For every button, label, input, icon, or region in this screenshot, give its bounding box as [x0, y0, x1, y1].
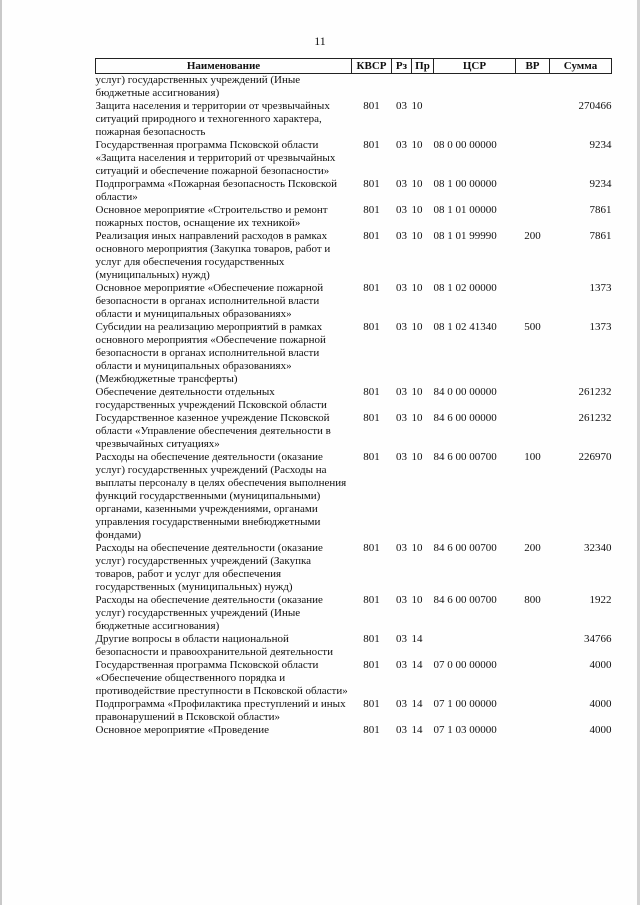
- cell-sum: 1922: [589, 594, 612, 606]
- cell-pr: 10: [411, 100, 423, 112]
- cell-pr: 10: [411, 321, 423, 333]
- header-rz: Рз: [392, 59, 412, 74]
- cell-kvsr: 801: [363, 724, 380, 736]
- page-number: 11: [314, 34, 326, 48]
- table-row: [96, 100, 612, 139]
- cell-vr: [516, 698, 550, 724]
- cell-name: Подпрограмма «Пожарная безопасность Псковской области»: [95, 178, 338, 203]
- cell-vr: [516, 100, 550, 139]
- cell-vr: [516, 204, 550, 230]
- cell-rz: 03: [396, 659, 407, 671]
- cell-pr: 10: [411, 230, 423, 242]
- cell-csr: 08 1 01 00000: [433, 204, 497, 216]
- cell-vr: 200: [524, 542, 541, 554]
- cell-sum: 1373: [589, 321, 612, 333]
- cell-pr: 10: [411, 542, 423, 554]
- cell-csr: 84 6 00 00000: [433, 412, 497, 424]
- cell-name: Основное мероприятие «Проведение: [95, 724, 270, 736]
- header-pr: Пр: [412, 59, 434, 74]
- cell-csr: 07 1 00 00000: [433, 698, 497, 710]
- header-name: Наименование: [96, 59, 352, 74]
- cell-rz: 03: [396, 542, 407, 554]
- cell-rz: 03: [396, 321, 407, 333]
- cell-rz: 03: [396, 412, 407, 424]
- table-row: [96, 451, 612, 542]
- header-kvsr: КВСР: [352, 59, 392, 74]
- table-row: [96, 178, 612, 204]
- cell-vr: [516, 659, 550, 698]
- cell-kvsr: 801: [363, 100, 380, 112]
- cell-name: Расходы на обеспечение деятельности (оказание услуг) государственных учреждений (Иные бюджетные ассигнования): [95, 594, 323, 632]
- scan-edge-left: [0, 0, 2, 905]
- budget-table: [95, 58, 612, 737]
- cell-kvsr: 801: [363, 412, 380, 424]
- cell-kvsr: 801: [363, 204, 380, 216]
- cell-csr: [434, 633, 516, 659]
- cell-pr: 10: [411, 594, 423, 606]
- cell-name: Защита населения и территории от чрезвычайных ситуаций природного и техногенного характера, пожарная безопасность: [95, 100, 330, 138]
- cell-sum: 7861: [589, 204, 612, 216]
- cell-kvsr: 801: [363, 230, 380, 242]
- cell-sum: 4000: [589, 724, 612, 736]
- cell-sum: 34766: [584, 633, 612, 645]
- cell-vr: [516, 724, 550, 737]
- header-sum: Сумма: [550, 59, 612, 74]
- table-row: [96, 633, 612, 659]
- cell-sum: 4000: [589, 659, 612, 671]
- cell-vr: 200: [524, 230, 541, 242]
- cell-name: Обеспечение деятельности отдельных государственных учреждений Псковской области: [95, 386, 327, 411]
- cell-csr: 84 6 00 00700: [433, 451, 497, 463]
- cell-rz: 03: [396, 178, 407, 190]
- table-row: [96, 594, 612, 633]
- table-row: [96, 204, 612, 230]
- cell-csr: 07 1 03 00000: [433, 724, 497, 736]
- cell-name: Основное мероприятие «Обеспечение пожарной безопасности в органах исполнительной власти области и муниципальных образованиях»: [95, 282, 324, 320]
- cell-kvsr: [352, 74, 392, 101]
- cell-pr: 14: [411, 659, 423, 671]
- cell-kvsr: 801: [363, 139, 380, 151]
- table-row: [96, 74, 612, 101]
- cell-sum: 270466: [578, 100, 612, 112]
- cell-name: услуг) государственных учреждений (Иные бюджетные ассигнования): [95, 74, 301, 99]
- table-row: [96, 139, 612, 178]
- cell-csr: 84 6 00 00700: [433, 594, 497, 606]
- cell-vr: [516, 412, 550, 451]
- table-row: [96, 282, 612, 321]
- cell-name: Расходы на обеспечение деятельности (оказание услуг) государственных учреждений (Закупка товаров, работ и услуг для обеспечения государственных (муниципальных) нужд): [95, 542, 323, 593]
- table-header-row: [96, 59, 612, 74]
- cell-pr: 14: [411, 698, 423, 710]
- cell-name: Государственная программа Псковской области «Обеспечение общественного порядка и противодействие преступности в Псковской области»: [95, 659, 348, 697]
- cell-sum: 261232: [578, 386, 612, 398]
- cell-pr: 10: [411, 386, 423, 398]
- cell-rz: 03: [396, 230, 407, 242]
- cell-rz: 03: [396, 724, 407, 736]
- cell-rz: 03: [396, 633, 407, 645]
- table-row: [96, 659, 612, 698]
- cell-pr: [412, 74, 434, 101]
- cell-rz: 03: [396, 139, 407, 151]
- cell-kvsr: 801: [363, 659, 380, 671]
- cell-rz: 03: [396, 451, 407, 463]
- cell-rz: 03: [396, 594, 407, 606]
- cell-pr: 10: [411, 451, 423, 463]
- table-row: [96, 386, 612, 412]
- table-row: [96, 724, 612, 737]
- cell-rz: 03: [396, 100, 407, 112]
- table-row: [96, 321, 612, 386]
- cell-kvsr: 801: [363, 451, 380, 463]
- cell-rz: 03: [396, 204, 407, 216]
- cell-kvsr: 801: [363, 386, 380, 398]
- cell-kvsr: 801: [363, 542, 380, 554]
- cell-csr: [434, 74, 516, 101]
- table-row: [96, 412, 612, 451]
- cell-vr: 500: [524, 321, 541, 333]
- cell-sum: 1373: [589, 282, 612, 294]
- cell-pr: 10: [411, 204, 423, 216]
- cell-name: Основное мероприятие «Строительство и ремонт пожарных постов, оснащение их техникой»: [95, 204, 328, 229]
- cell-pr: 10: [411, 282, 423, 294]
- cell-sum: 32340: [584, 542, 612, 554]
- cell-name: Реализация иных направлений расходов в рамках основного мероприятия (Закупка товаров, работ и услуг для обеспечения государственных (муниципальных) нужд): [95, 230, 331, 281]
- cell-vr: [516, 139, 550, 178]
- cell-rz: 03: [396, 282, 407, 294]
- cell-csr: 07 0 00 00000: [433, 659, 497, 671]
- cell-vr: [516, 282, 550, 321]
- cell-rz: 03: [396, 386, 407, 398]
- cell-sum: 7861: [589, 230, 612, 242]
- cell-csr: 08 1 02 41340: [433, 321, 497, 333]
- cell-sum: 9234: [589, 139, 612, 151]
- cell-vr: [516, 74, 550, 101]
- cell-rz: 03: [396, 698, 407, 710]
- cell-csr: 84 6 00 00700: [433, 542, 497, 554]
- cell-csr: [434, 100, 516, 139]
- cell-kvsr: 801: [363, 282, 380, 294]
- cell-vr: [516, 633, 550, 659]
- cell-csr: 08 0 00 00000: [433, 139, 497, 151]
- cell-name: Расходы на обеспечение деятельности (оказание услуг) государственных учреждений (Расходы на выплаты персоналу в целях обеспечения выполнения функций государственными (муниципальными) органами, казенными учреждениями, органами управления государственными внебюджетными фондами): [95, 451, 347, 541]
- cell-vr: [516, 386, 550, 412]
- table-row: [96, 542, 612, 594]
- cell-csr: 84 0 00 00000: [433, 386, 497, 398]
- cell-csr: 08 1 02 00000: [433, 282, 497, 294]
- cell-sum: 226970: [578, 451, 612, 463]
- table-body: [96, 74, 612, 738]
- cell-pr: 10: [411, 139, 423, 151]
- header-csr: ЦСР: [434, 59, 516, 74]
- cell-name: Подпрограмма «Профилактика преступлений и иных правонарушений в Псковской области»: [95, 698, 346, 723]
- cell-sum: 261232: [578, 412, 612, 424]
- cell-csr: 08 1 01 99990: [433, 230, 497, 242]
- cell-pr: 14: [411, 633, 423, 645]
- cell-kvsr: 801: [363, 321, 380, 333]
- table-row: [96, 698, 612, 724]
- cell-kvsr: 801: [363, 698, 380, 710]
- cell-pr: 10: [411, 412, 423, 424]
- cell-kvsr: 801: [363, 633, 380, 645]
- header-vr: ВР: [516, 59, 550, 74]
- cell-name: Другие вопросы в области национальной безопасности и правоохранительной деятельности: [95, 633, 333, 658]
- cell-name: Субсидии на реализацию мероприятий в рамках основного мероприятия «Обеспечение пожарной безопасности в органах исполнительной власти области и муниципальных образованиях» (Межбюджетные трансферты): [95, 321, 326, 385]
- cell-kvsr: 801: [363, 178, 380, 190]
- cell-vr: [516, 178, 550, 204]
- cell-vr: 800: [524, 594, 541, 606]
- cell-pr: 14: [411, 724, 423, 736]
- cell-sum: 9234: [589, 178, 612, 190]
- cell-csr: 08 1 00 00000: [433, 178, 497, 190]
- cell-rz: [392, 74, 412, 101]
- cell-name: Государственное казенное учреждение Псковской области «Управление обеспечения деятельности в чрезвычайных ситуациях»: [95, 412, 331, 450]
- cell-pr: 10: [411, 178, 423, 190]
- cell-name: Государственная программа Псковской области «Защита населения и территорий от чрезвычайных ситуаций и обеспечение пожарной безопасности»: [95, 139, 336, 177]
- table-row: [96, 230, 612, 282]
- cell-sum: [550, 74, 612, 101]
- cell-kvsr: 801: [363, 594, 380, 606]
- cell-vr: 100: [524, 451, 541, 463]
- cell-sum: 4000: [589, 698, 612, 710]
